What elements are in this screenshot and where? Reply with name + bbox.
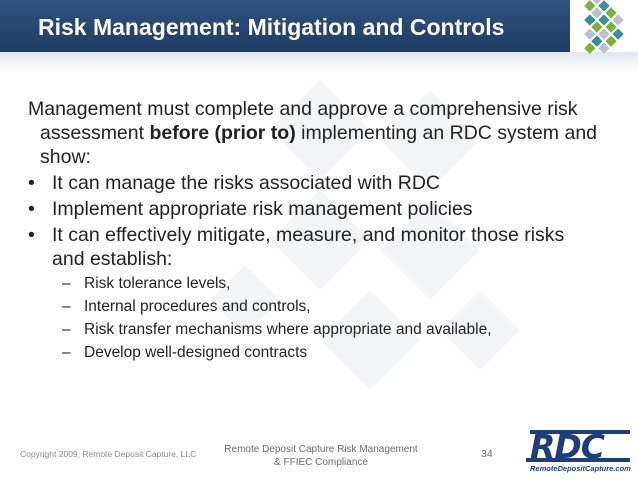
- dash-glyph: –: [62, 298, 71, 315]
- footer-title: [200, 443, 442, 469]
- footer-title-line1: Remote Deposit Capture Risk Management: [224, 444, 418, 455]
- intro-text-before: Management must complete and approve a comprehensive risk assessment: [28, 98, 578, 144]
- dash-glyph: –: [62, 344, 71, 361]
- sub-bullet-item: [28, 296, 598, 318]
- bullet-text: Implement appropriate risk management policies: [52, 198, 473, 220]
- bullet-glyph: •: [28, 198, 35, 220]
- sub-bullet-text: Internal procedures and controls,: [84, 298, 311, 315]
- title-fade: [0, 52, 638, 72]
- dash-glyph: –: [62, 275, 71, 292]
- rdc-logo-site: RemoteDepositCapture.com: [530, 464, 631, 473]
- page-number: 34: [481, 448, 493, 460]
- bullet-text: It can manage the risks associated with RDC: [52, 172, 441, 194]
- bullet-glyph: •: [28, 172, 35, 194]
- sub-bullet-text: Risk tolerance levels,: [84, 275, 231, 292]
- bullet-text: It can effectively mitigate, measure, and monitor those risks and establish:: [52, 224, 565, 270]
- sub-bullet-item: [28, 342, 598, 364]
- sub-bullet-item: [28, 319, 598, 341]
- intro-text-after: implementing an RDC system and show:: [40, 122, 598, 168]
- footer-copyright: Copyright 2009, Remote Deposit Capture, LLC: [20, 449, 197, 459]
- intro-bold: before (prior to): [149, 122, 296, 144]
- intro-paragraph: [28, 97, 598, 169]
- slide-body: [28, 97, 598, 365]
- sub-bullet-text: Risk transfer mechanisms where appropriate and available,: [84, 321, 492, 338]
- bullet-item: [28, 197, 598, 221]
- bullet-glyph: •: [28, 224, 35, 246]
- footer-title-line2: & FFIEC Compliance: [274, 457, 368, 468]
- sub-bullet-item: [28, 273, 598, 295]
- dash-glyph: –: [62, 321, 71, 338]
- slide-title: Risk Management: Mitigation and Controls: [38, 14, 505, 40]
- sub-bullet-text: Develop well-designed contracts: [84, 344, 308, 361]
- corner-logo-tiles-icon: [560, 0, 638, 64]
- rdc-logo-word: RDC: [530, 427, 605, 466]
- bullet-item: [28, 223, 598, 271]
- bullet-item: [28, 171, 598, 195]
- rdc-logo: [524, 427, 634, 475]
